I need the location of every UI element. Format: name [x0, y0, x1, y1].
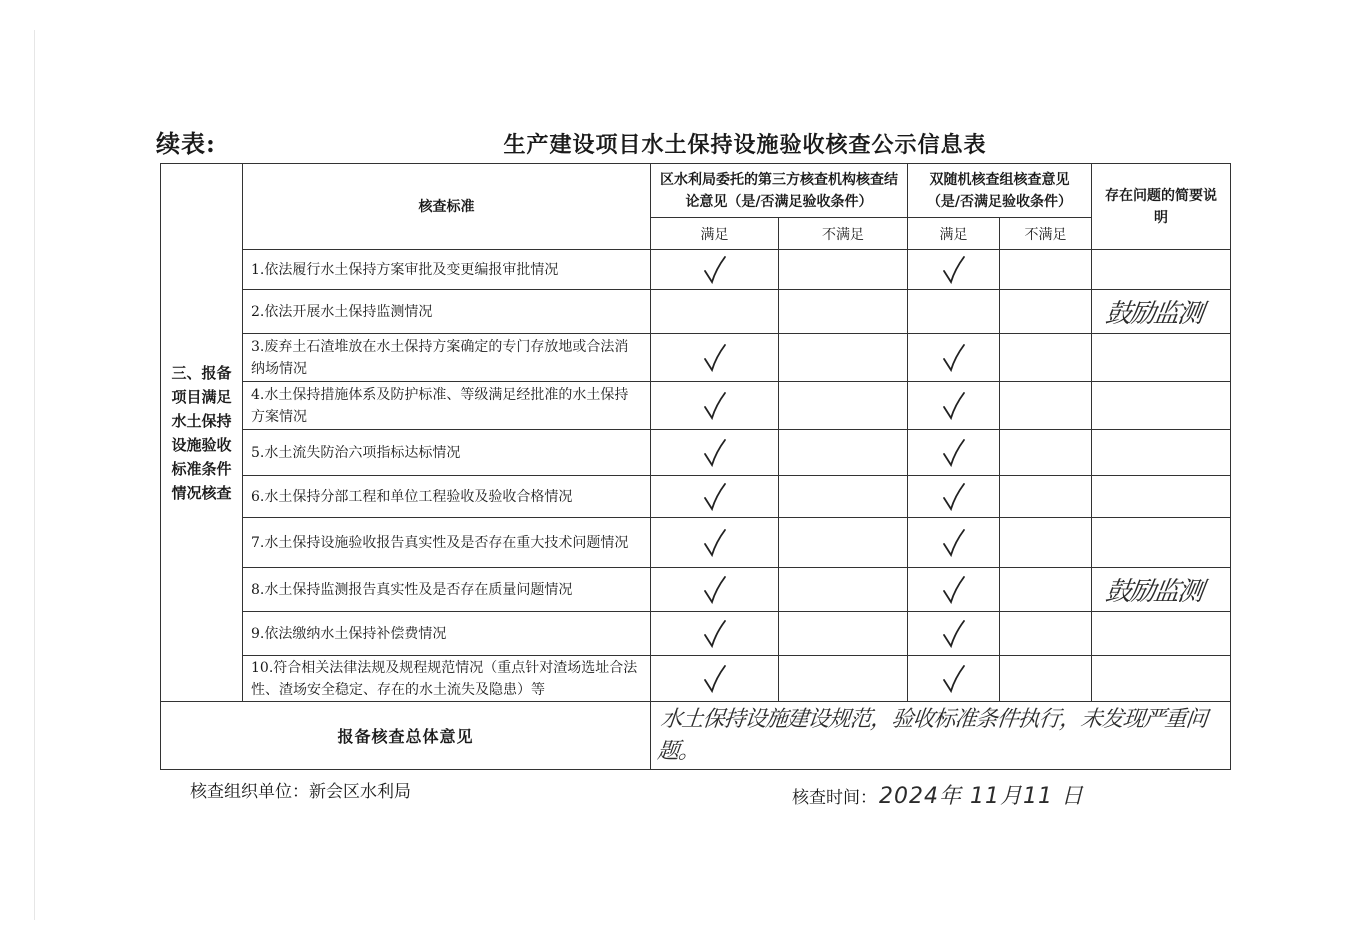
table-row: [161, 518, 1231, 568]
third-party-satisfy-cell: [651, 612, 779, 656]
subheader-not-satisfy: 不满足: [1000, 218, 1092, 250]
issue-note-cell: [1092, 430, 1231, 476]
double-random-not-satisfy-cell: [1000, 656, 1092, 702]
double-random-satisfy-cell: [908, 656, 1000, 702]
double-random-satisfy-cell: [908, 250, 1000, 290]
third-party-not-satisfy-cell: [779, 518, 908, 568]
issue-note-cell: [1092, 290, 1231, 334]
table-row: [161, 250, 1231, 290]
third-party-satisfy-cell: [651, 656, 779, 702]
third-party-satisfy-cell: [651, 250, 779, 290]
overall-opinion-row: [161, 702, 1231, 770]
handwritten-note: 鼓励监测: [1103, 299, 1204, 329]
criterion-cell: 5.水土流失防治六项指标达标情况: [243, 430, 651, 476]
third-party-not-satisfy-cell: [779, 568, 908, 612]
inspection-table: [160, 163, 1231, 770]
double-random-satisfy-cell: [908, 334, 1000, 382]
table-row: [161, 382, 1231, 430]
double-random-not-satisfy-cell: [1000, 382, 1092, 430]
footer-time: [792, 779, 1084, 810]
section-label: 三、报备项目满足水土保持设施验收标准条件情况核查: [161, 164, 243, 702]
handwritten-overall-opinion: 水土保持设施建设规范，验收标准条件执行，未发现严重问题。: [656, 706, 1209, 764]
org-value: 新会区水利局: [309, 782, 411, 802]
issue-note-cell: [1092, 568, 1231, 612]
third-party-satisfy-cell: [651, 568, 779, 612]
third-party-not-satisfy-cell: [779, 250, 908, 290]
third-party-satisfy-cell: [651, 430, 779, 476]
checkmark-icon: [941, 343, 967, 373]
double-random-not-satisfy-cell: [1000, 430, 1092, 476]
third-party-not-satisfy-cell: [779, 290, 908, 334]
table-row: [161, 476, 1231, 518]
subheader-not-satisfy: 不满足: [779, 218, 908, 250]
checkmark-icon: [702, 438, 728, 468]
third-party-not-satisfy-cell: [779, 612, 908, 656]
third-party-not-satisfy-cell: [779, 430, 908, 476]
checkmark-icon: [941, 619, 967, 649]
double-random-not-satisfy-cell: [1000, 476, 1092, 518]
double-random-not-satisfy-cell: [1000, 518, 1092, 568]
overall-opinion-cell: [651, 702, 1231, 770]
checkmark-icon: [702, 255, 728, 285]
double-random-not-satisfy-cell: [1000, 290, 1092, 334]
issue-note-cell: [1092, 382, 1231, 430]
checkmark-icon: [941, 391, 967, 421]
double-random-satisfy-cell: [908, 476, 1000, 518]
double-random-satisfy-cell: [908, 430, 1000, 476]
table-row: [161, 430, 1231, 476]
checkmark-icon: [941, 482, 967, 512]
subheader-satisfy: 满足: [651, 218, 779, 250]
double-random-satisfy-cell: [908, 612, 1000, 656]
issue-note-cell: [1092, 476, 1231, 518]
criterion-cell: 7.水土保持设施验收报告真实性及是否存在重大技术问题情况: [243, 518, 651, 568]
checkmark-icon: [941, 664, 967, 694]
header-double-random: 双随机核查组核查意见（是/否满足验收条件）: [908, 164, 1092, 218]
issue-note-cell: [1092, 656, 1231, 702]
checkmark-icon: [702, 575, 728, 605]
double-random-not-satisfy-cell: [1000, 612, 1092, 656]
issue-note-cell: [1092, 518, 1231, 568]
checkmark-icon: [941, 575, 967, 605]
table-row: [161, 290, 1231, 334]
criterion-cell: 3.废弃土石渣堆放在水土保持方案确定的专门存放地或合法消纳场情况: [243, 334, 651, 382]
checkmark-icon: [702, 482, 728, 512]
third-party-satisfy-cell: [651, 476, 779, 518]
overall-opinion-label: 报备核查总体意见: [161, 702, 651, 770]
table-row: [161, 568, 1231, 612]
checkmark-icon: [702, 343, 728, 373]
double-random-not-satisfy-cell: [1000, 568, 1092, 612]
header-issues: 存在问题的简要说明: [1092, 164, 1231, 250]
third-party-satisfy-cell: [651, 382, 779, 430]
header-criteria: 核查标准: [243, 164, 651, 250]
criterion-cell: 2.依法开展水土保持监测情况: [243, 290, 651, 334]
checkmark-icon: [702, 528, 728, 558]
table-row: [161, 334, 1231, 382]
double-random-not-satisfy-cell: [1000, 250, 1092, 290]
third-party-satisfy-cell: [651, 334, 779, 382]
table-row: [161, 612, 1231, 656]
criterion-cell: 10.符合相关法律法规及规程规范情况（重点针对渣场选址合法性、渣场安全稳定、存在的水土流失及隐患）等: [243, 656, 651, 702]
issue-note-cell: [1092, 250, 1231, 290]
org-label: 核查组织单位：: [190, 782, 309, 802]
double-random-satisfy-cell: [908, 568, 1000, 612]
document-title: 生产建设项目水土保持设施验收核查公示信息表: [503, 132, 987, 158]
checkmark-icon: [941, 528, 967, 558]
third-party-not-satisfy-cell: [779, 334, 908, 382]
issue-note-cell: [1092, 334, 1231, 382]
criterion-cell: 4.水土保持措施体系及防护标准、等级满足经批准的水土保持方案情况: [243, 382, 651, 430]
criterion-cell: 9.依法缴纳水土保持补偿费情况: [243, 612, 651, 656]
double-random-satisfy-cell: [908, 290, 1000, 334]
footer-organization: [190, 777, 411, 802]
checkmark-icon: [941, 438, 967, 468]
handwritten-date: 2024年 11月11 日: [879, 784, 1084, 809]
criterion-cell: 1.依法履行水土保持方案审批及变更编报审批情况: [243, 250, 651, 290]
double-random-satisfy-cell: [908, 518, 1000, 568]
double-random-satisfy-cell: [908, 382, 1000, 430]
scan-edge-line: [34, 30, 35, 920]
double-random-not-satisfy-cell: [1000, 334, 1092, 382]
table-row: [161, 656, 1231, 702]
checkmark-icon: [941, 255, 967, 285]
third-party-not-satisfy-cell: [779, 656, 908, 702]
checkmark-icon: [702, 664, 728, 694]
third-party-satisfy-cell: [651, 518, 779, 568]
checkmark-icon: [702, 619, 728, 649]
header-third-party: 区水利局委托的第三方核查机构核查结论意见（是/否满足验收条件）: [651, 164, 908, 218]
criterion-cell: 8.水土保持监测报告真实性及是否存在质量问题情况: [243, 568, 651, 612]
checkmark-icon: [702, 391, 728, 421]
subheader-satisfy: 满足: [908, 218, 1000, 250]
third-party-not-satisfy-cell: [779, 382, 908, 430]
time-label: 核查时间：: [792, 788, 877, 808]
third-party-not-satisfy-cell: [779, 476, 908, 518]
third-party-satisfy-cell: [651, 290, 779, 334]
criterion-cell: 6.水土保持分部工程和单位工程验收及验收合格情况: [243, 476, 651, 518]
continued-label: 续表:: [156, 129, 216, 158]
issue-note-cell: [1092, 612, 1231, 656]
handwritten-note: 鼓励监测: [1103, 577, 1204, 607]
